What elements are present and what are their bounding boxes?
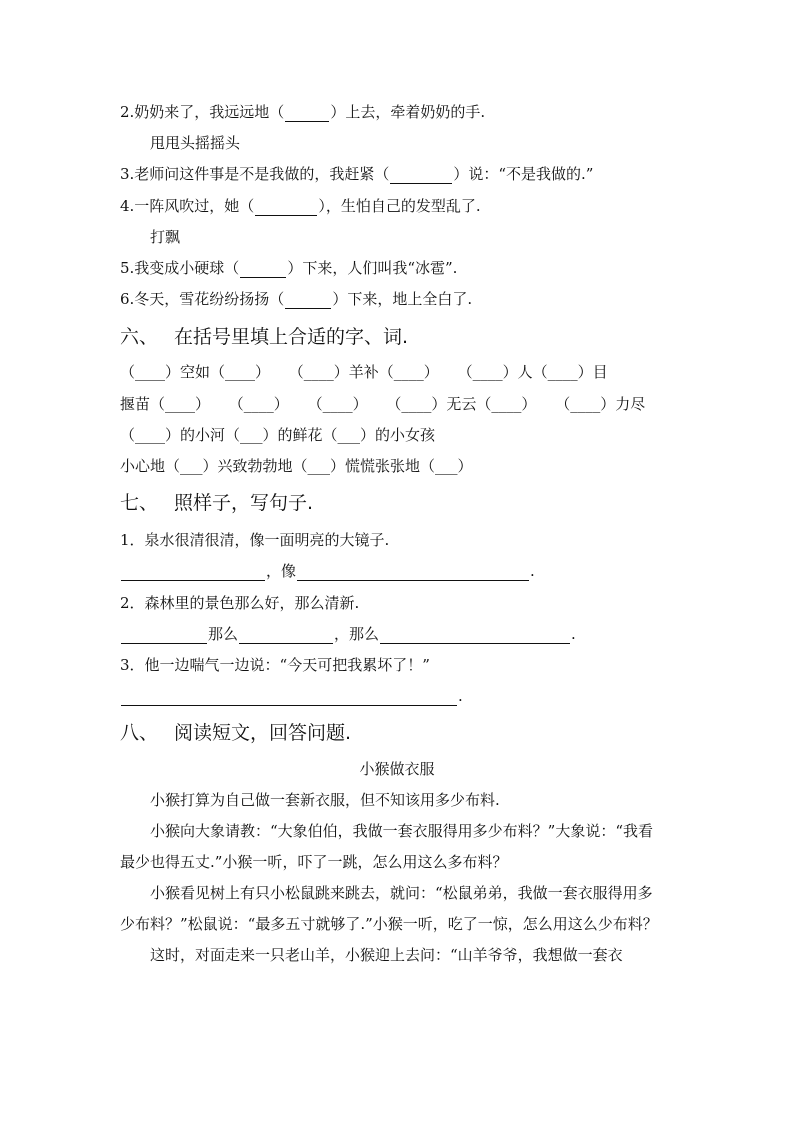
item-text: 3.老师问这件事是不是我做的，我赶紧（ (120, 165, 390, 183)
story-body (120, 785, 660, 971)
word-hint-2: 打飘 (150, 228, 181, 246)
answer-blank[interactable] (239, 625, 333, 644)
sec7-example-3: 3．他一边喘气一边说：“今天可把我累坏了！” (120, 656, 430, 674)
sec7-example-1: 1．泉水很清很清，像一面明亮的大镜子. (120, 531, 390, 549)
sec7-answer-2 (120, 624, 576, 646)
item-text: ）下来，人们叫我“冰雹”. (287, 259, 458, 277)
story-title: 小猴做衣服 (359, 760, 435, 778)
fill-cell[interactable]: （____）的小河（___）的鲜花（___）的小女孩 (120, 426, 436, 444)
section-number: 六、 (120, 326, 159, 348)
fill-cell[interactable]: （____）无云（____） (386, 395, 537, 413)
fill-cell[interactable]: （____） (228, 395, 289, 413)
answer-blank[interactable] (297, 562, 529, 581)
section-title: 照样子，写句子. (174, 492, 314, 514)
answer-text: . (458, 687, 463, 705)
fill-cell[interactable]: 揠苗（____） (120, 395, 211, 413)
sec7-answer-3 (120, 686, 463, 708)
item-text: 5.我变成小硬球（ (120, 259, 240, 277)
section-title: 阅读短文，回答问题. (174, 722, 352, 744)
section-6-heading (120, 324, 408, 352)
q5-item-2 (120, 102, 485, 124)
word-hint-1: 甩甩头摇摇头 (150, 134, 241, 152)
sec6-row-2 (120, 394, 645, 416)
q5-item-6 (120, 289, 472, 311)
story-paragraph: 这时，对面走来一只老山羊，小猴迎上去问：“山羊爷爷，我想做一套衣 (150, 946, 623, 964)
sec7-answer-1 (120, 561, 535, 583)
fill-cell[interactable]: （____）羊补（____） (288, 363, 439, 381)
sec7-example-2: 2．森林里的景色那么好，那么清新. (120, 594, 360, 612)
section-number: 八、 (120, 722, 159, 744)
answer-blank[interactable] (285, 290, 331, 309)
answer-text: . (571, 625, 576, 643)
answer-blank[interactable] (121, 562, 265, 581)
answer-text: ，那么 (334, 625, 380, 643)
item-text: 2.奶奶来了，我远远地（ (120, 103, 285, 121)
section-title: 在括号里填上合适的字、词. (174, 326, 409, 348)
q5-item-4 (120, 196, 481, 218)
section-number: 七、 (120, 492, 159, 514)
item-text: ）说：“不是我做的.” (453, 165, 594, 183)
answer-blank[interactable] (285, 103, 329, 122)
answer-blank[interactable] (380, 625, 570, 644)
answer-text: ，像 (266, 562, 297, 580)
sec6-row-1 (120, 362, 608, 384)
fill-cell[interactable]: （____）空如（____） (120, 363, 271, 381)
fill-cell[interactable]: 小心地（___）兴致勃勃地（___）慌慌张张地（___） (120, 457, 473, 475)
answer-text: . (530, 562, 535, 580)
fill-cell[interactable]: （____）人（____）目 (457, 363, 608, 381)
q5-item-3 (120, 164, 593, 186)
story-paragraph: 小猴向大象请教：“大象伯伯，我做一套衣服得用多少布料？”大象说：“我看最少也得五丈.”小猴一听，吓了一跳，怎么用这么多布料？ (120, 822, 654, 871)
answer-blank[interactable] (121, 687, 457, 706)
sec6-row-4 (120, 456, 473, 478)
story-paragraph: 小猴看见树上有只小松鼠跳来跳去，就问：“松鼠弟弟，我做一套衣服得用多少布料？”松鼠说：“最多五寸就够了.”小猴一听，吃了一惊，怎么用这么少布料？ (120, 884, 658, 933)
section-7-heading (120, 490, 313, 518)
answer-text: 那么 (208, 625, 239, 643)
fill-cell[interactable]: （____）力尽 (555, 395, 646, 413)
answer-blank[interactable] (390, 165, 452, 184)
q5-item-5 (120, 258, 457, 280)
answer-blank[interactable] (255, 197, 317, 216)
item-text: ）下来，地上全白了. (332, 290, 473, 308)
sec6-row-3 (120, 425, 435, 447)
answer-blank[interactable] (121, 625, 207, 644)
fill-cell[interactable]: （____） (307, 395, 368, 413)
item-text: 4.一阵风吹过，她（ (120, 197, 255, 215)
item-text: 6.冬天，雪花纷纷扬扬（ (120, 290, 285, 308)
item-text: ），生怕自己的发型乱了. (318, 197, 481, 215)
story-paragraph: 小猴打算为自己做一套新衣服，但不知该用多少布料. (150, 791, 500, 809)
item-text: ）上去，牵着奶奶的手. (330, 103, 486, 121)
answer-blank[interactable] (240, 259, 286, 278)
section-8-heading (120, 720, 351, 748)
